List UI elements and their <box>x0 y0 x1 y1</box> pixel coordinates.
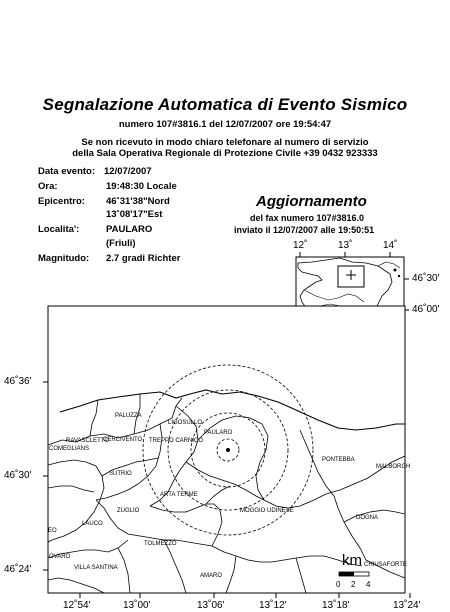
inset-label-13: 13˚ <box>338 240 353 251</box>
place-tolmezzo: TOLMEZZO <box>144 541 177 547</box>
inset-label-12: 12˚ <box>293 240 308 251</box>
place-ravascletto: RAVASCLETTO <box>66 438 110 444</box>
place-villa-santina: VILLA SANTINA <box>74 565 118 571</box>
inset-label-4630: 46˚30' <box>412 273 440 284</box>
locality-label: Localita': <box>38 224 80 235</box>
place-amaro: AMARO <box>200 573 223 579</box>
lon-label-1300: 13˚00' <box>123 600 151 611</box>
lon-label-1306: 13˚06' <box>197 600 225 611</box>
scale-tick-0: 0 <box>336 580 341 589</box>
place-treppo: TREPPO CARNICO <box>149 438 204 444</box>
place-ligosullo: LIGOSULLO <box>168 420 203 426</box>
scale-unit: km <box>342 552 362 569</box>
page-title: Segnalazione Automatica di Evento Sismico <box>42 95 408 114</box>
locality-region: (Friuli) <box>106 238 136 249</box>
inset-label-14: 14˚ <box>383 240 398 251</box>
lon-label-1324: 13˚24' <box>393 600 421 611</box>
update-title: Aggiornamento <box>256 193 367 210</box>
notice-line-1: Se non ricevuto in modo chiaro telefonare al numero di servizio <box>81 137 369 148</box>
date-value: 12/07/2007 <box>104 166 152 177</box>
magnitude-value: 2.7 gradi Richter <box>106 253 181 264</box>
place-lauco: LAUCO <box>82 521 103 527</box>
update-line-2: inviato il 12/07/2007 alle 19:50:51 <box>234 225 375 235</box>
place-paularo: PAULARO <box>204 430 233 436</box>
update-line-1: del fax numero 107#3816.0 <box>250 213 365 223</box>
lon-label-1318: 13˚18' <box>322 600 350 611</box>
epicenter-lat: 46˚31'38"Nord <box>106 196 170 207</box>
inset-label-4600: 46˚00' <box>412 304 440 315</box>
place-cercivento: CERCIVENTO <box>103 437 143 443</box>
place-sutrio: SUTRIO <box>109 471 132 477</box>
lat-label-4624: 46˚24' <box>4 564 32 575</box>
place-chiusaforte: CHIUSAFORTE <box>364 562 407 568</box>
epicenter-label: Epicentro: <box>38 196 85 207</box>
epicenter-lon: 13˚08'17"Est <box>106 209 163 220</box>
time-label: Ora: <box>38 181 58 192</box>
locality-value: PAULARO <box>106 224 153 235</box>
lon-label-1254: 12˚54' <box>63 600 91 611</box>
scale-tick-2: 2 <box>351 580 356 589</box>
place-moggio: MOGGIO UDINESE <box>240 508 294 514</box>
place-comeglians: COMEGLIANS <box>49 446 90 452</box>
magnitude-label: Magnitudo: <box>38 253 90 264</box>
lat-label-4636: 46˚36' <box>4 376 32 387</box>
notice-line-2: della Sala Operativa Regionale di Protezione Civile +39 0432 923333 <box>72 148 378 159</box>
lon-label-1312: 13˚12' <box>259 600 287 611</box>
time-value: 19:48:30 Locale <box>106 181 177 192</box>
place-dogna: DOGNA <box>356 515 379 521</box>
date-label: Data evento: <box>38 166 96 177</box>
lat-label-4630: 46˚30' <box>4 470 32 481</box>
place-pontebba: PONTEBBA <box>322 457 355 463</box>
fax-number-line: numero 107#3816.1 del 12/07/2007 ore 19:54:47 <box>118 119 332 130</box>
place-edge-left: EO <box>48 528 57 534</box>
place-ovaro: OVARO <box>49 554 71 560</box>
place-paluzza: PALUZZA <box>115 413 142 419</box>
place-zuglio: ZUGLIO <box>117 508 140 514</box>
place-malborghetto: MALBORGH <box>376 464 411 470</box>
place-arta: ARTA TERME <box>160 492 198 498</box>
scale-tick-4: 4 <box>366 580 371 589</box>
